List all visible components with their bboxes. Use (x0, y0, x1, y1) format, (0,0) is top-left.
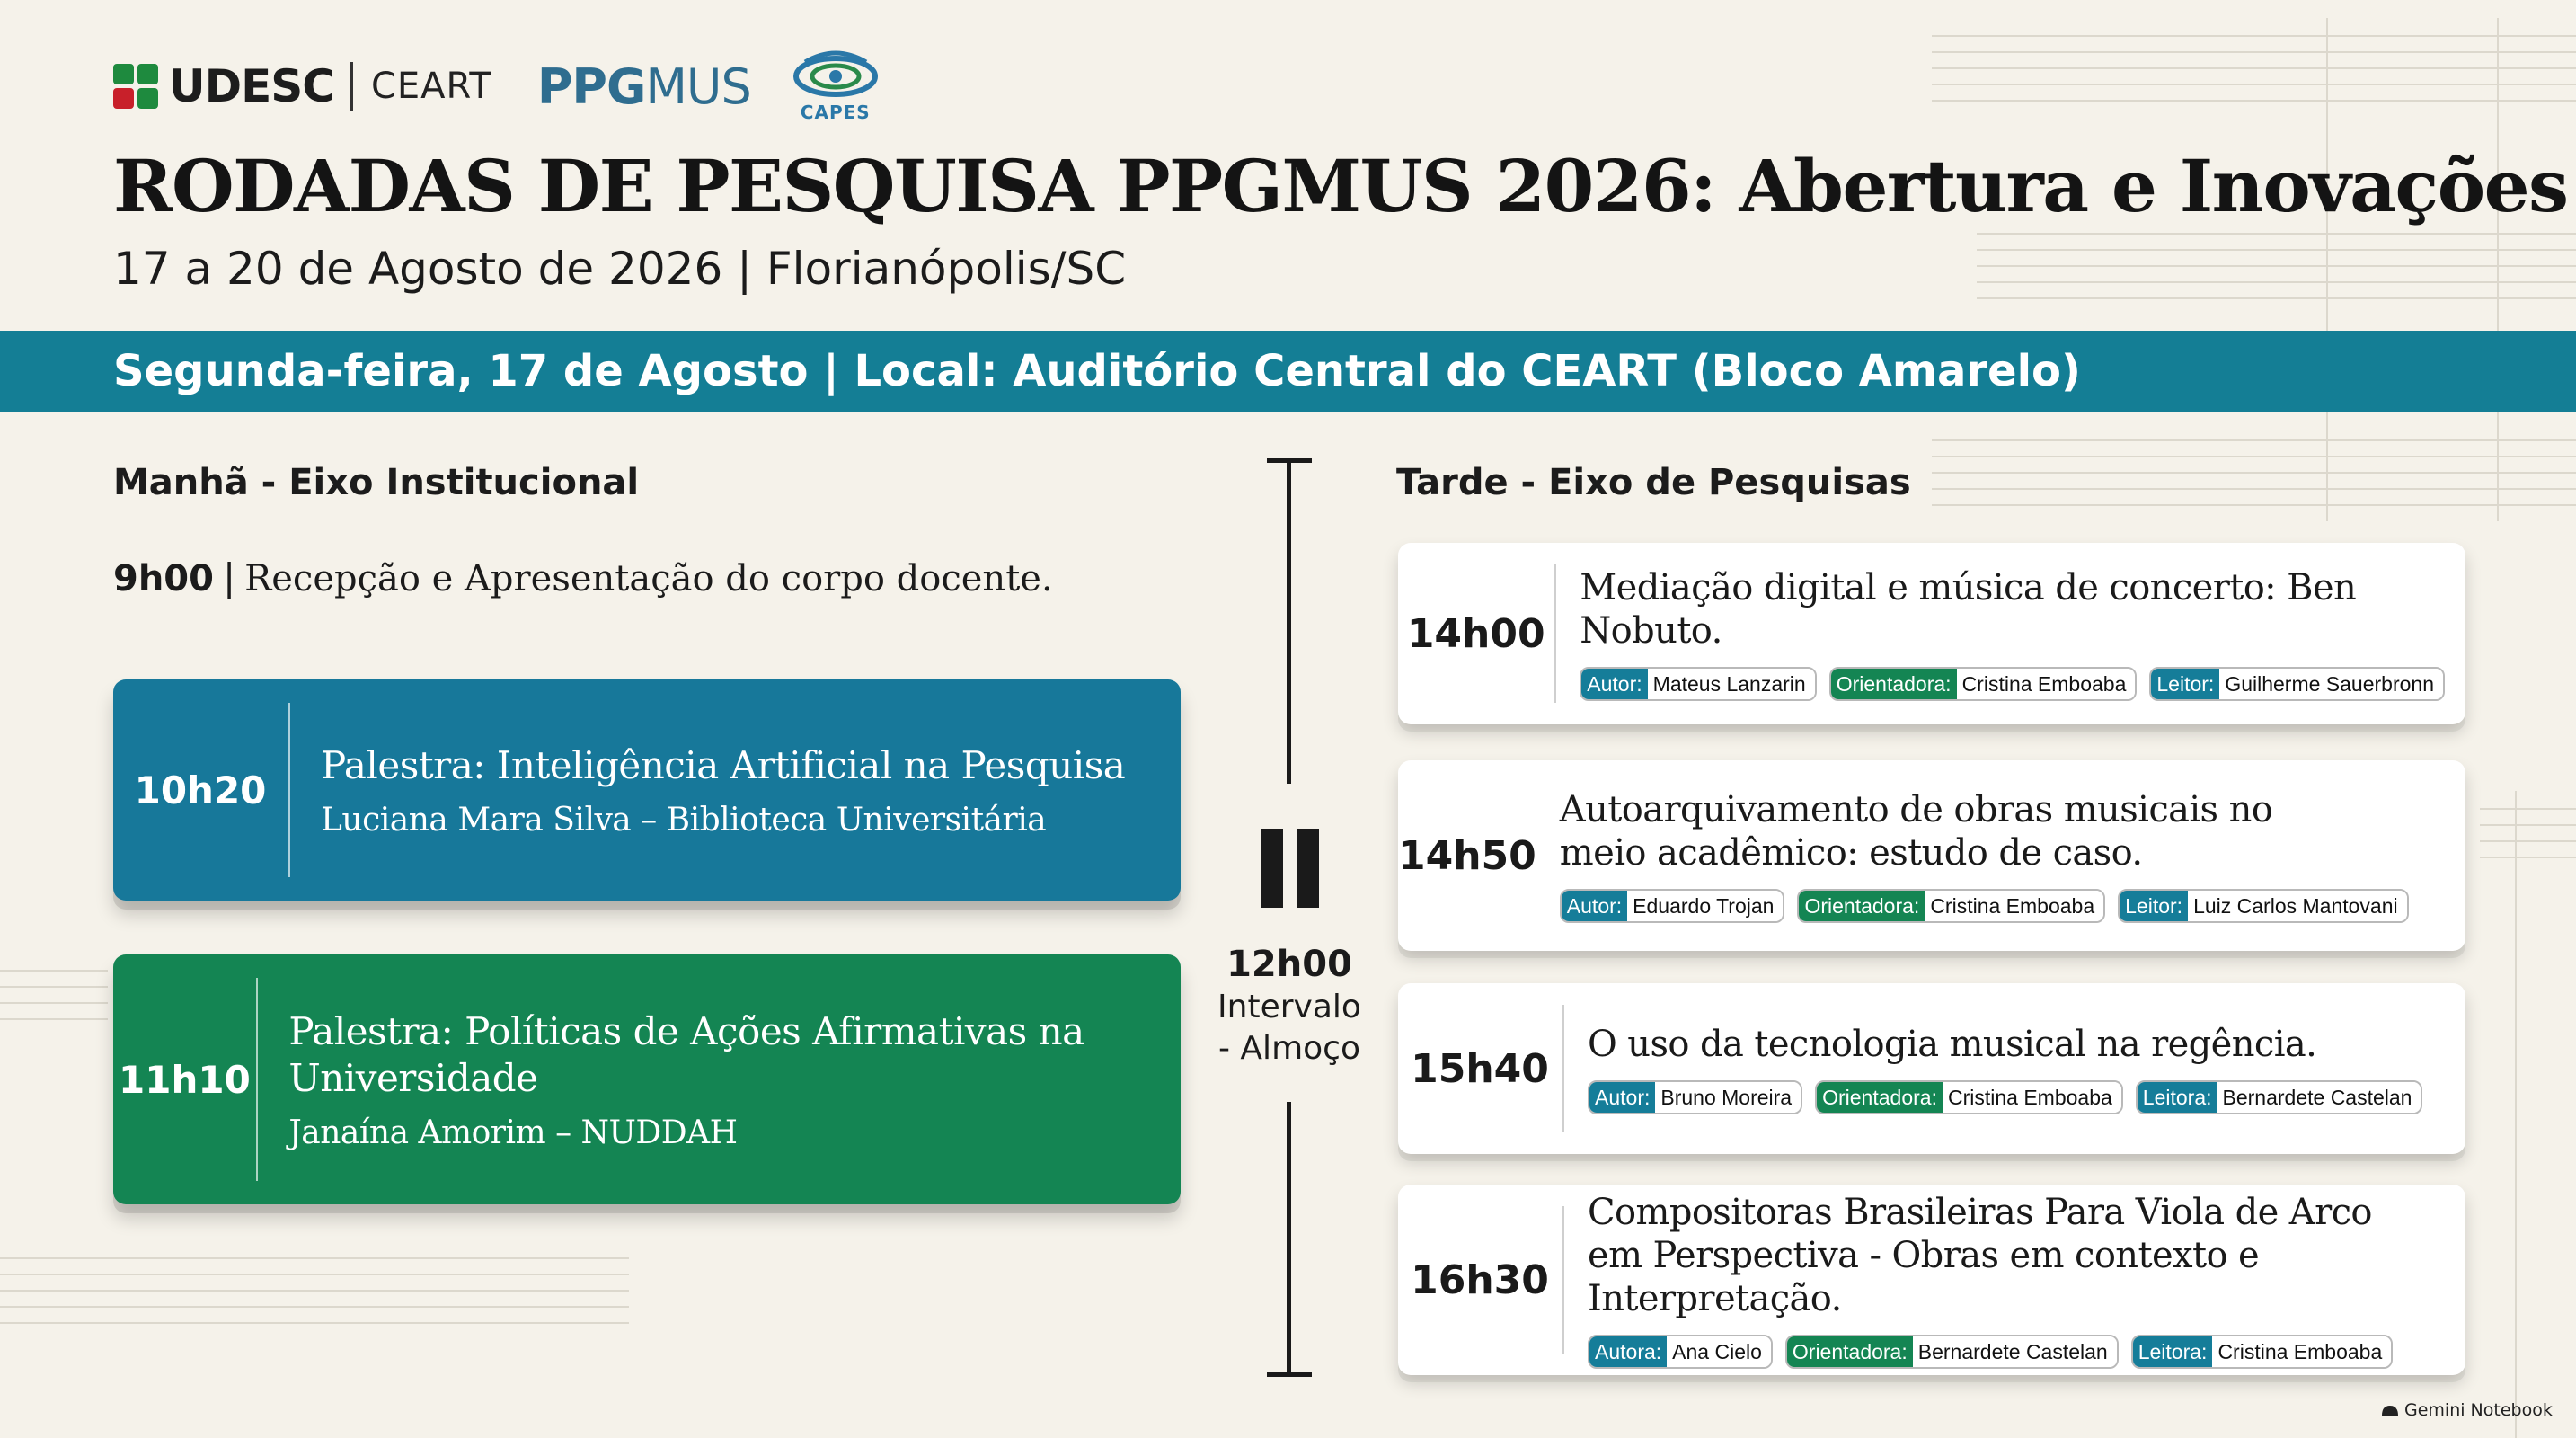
session-time: 15h40 (1411, 1045, 1549, 1092)
tag-key: Orientadora: (1787, 1336, 1913, 1367)
session-title: Autoarquivamento de obras musicais no meio acadêmico: estudo de caso. (1559, 789, 2273, 874)
talk-card-ai (113, 679, 1181, 901)
interval-time: 12h00 (1226, 944, 1352, 985)
tag-key: Autor: (1562, 891, 1627, 921)
talk-time: 10h20 (134, 768, 267, 812)
interval-block (1195, 942, 1384, 1070)
session-title: Mediação digital e música de concerto: Ben Nobuto. (1580, 567, 2357, 652)
session-body (1536, 788, 2475, 923)
tag-value: Ana Cielo (1667, 1336, 1771, 1367)
logo-bar (113, 41, 879, 131)
tag-value: Bernardete Castelan (2217, 1082, 2421, 1113)
advisor-tag (1785, 1335, 2119, 1369)
afternoon-section-label: Tarde - Eixo de Pesquisas (1396, 462, 1911, 503)
tag-value: Cristina Emboaba (2212, 1336, 2391, 1367)
tag-value: Eduardo Trojan (1627, 891, 1783, 921)
tag-key: Leitor: (2151, 669, 2219, 699)
reader-tag (2149, 667, 2445, 701)
author-tag (1560, 889, 1785, 923)
tag-key: Orientadora: (1817, 1082, 1943, 1113)
advisor-tag (1815, 1080, 2123, 1114)
tag-key: Autor: (1581, 669, 1647, 699)
author-tag (1588, 1335, 1773, 1369)
interval-label-line1: Intervalo (1217, 989, 1361, 1025)
page-title: RODADAS DE PESQUISA PPGMUS 2026: Abertura e Inovações (113, 144, 2568, 228)
tag-key: Autor: (1589, 1082, 1655, 1113)
notebook-icon (2381, 1404, 2399, 1416)
event-date-location: 17 a 20 de Agosto de 2026 | Florianópolis/SC (113, 243, 1127, 295)
reception-time: 9h00 (113, 558, 214, 599)
morning-section-label: Manhã - Eixo Institucional (113, 462, 640, 503)
tag-value: Cristina Emboaba (1925, 891, 2103, 921)
udesc-wordmark: UDESC (169, 60, 334, 112)
tag-value: Cristina Emboaba (1943, 1082, 2121, 1113)
capes-logo (792, 49, 879, 123)
session-body (1556, 566, 2465, 701)
session-body (1564, 1023, 2435, 1114)
talk-body (258, 1008, 1181, 1151)
advisor-tag (1829, 667, 2138, 701)
reception-text: Recepção e Apresentação do corpo docente. (244, 558, 1053, 599)
session-card (1398, 1185, 2465, 1375)
tag-value: Bruno Moreira (1655, 1082, 1801, 1113)
reader-tag (2136, 1080, 2423, 1114)
ppgmus-logo-mus: MUS (645, 58, 751, 115)
session-time: 16h30 (1411, 1256, 1549, 1303)
session-card (1398, 983, 2465, 1154)
session-tags (1588, 1080, 2435, 1114)
tag-value: Mateus Lanzarin (1648, 669, 1815, 699)
timeline-bottom-cap (1267, 1372, 1312, 1377)
day-location-band: Segunda-feira, 17 de Agosto | Local: Auditório Central do CEART (Bloco Amarelo) (0, 331, 2576, 412)
author-tag (1580, 667, 1816, 701)
session-title: Compositoras Brasileiras Para Viola de Arco em Perspectiva - Obras em contexto e Interpretação. (1588, 1192, 2372, 1319)
watermark-text: Gemini Notebook (2404, 1400, 2553, 1420)
tag-key: Autora: (1589, 1336, 1667, 1367)
talk-body (290, 742, 1152, 839)
reception-separator: | (222, 555, 236, 599)
logo-separator (350, 62, 353, 111)
interval-label-line2: - Almoço (1218, 1030, 1360, 1067)
tag-key: Leitor: (2120, 891, 2188, 921)
author-tag (1588, 1080, 1802, 1114)
tag-value: Luiz Carlos Mantovani (2188, 891, 2407, 921)
tag-value: Guilherme Sauerbronn (2219, 669, 2443, 699)
tag-value: Cristina Emboaba (1957, 669, 2136, 699)
tag-key: Leitora: (2138, 1082, 2217, 1113)
reception-item (113, 555, 1053, 599)
pause-icon (1261, 829, 1319, 908)
session-time: 14h50 (1398, 832, 1536, 879)
session-tags (1580, 667, 2465, 701)
session-card (1398, 543, 2465, 724)
tag-value: Bernardete Castelan (1913, 1336, 2117, 1367)
ppgmus-logo-ppg: PPG (536, 58, 646, 115)
session-body (1564, 1191, 2405, 1369)
capes-wordmark: CAPES (800, 102, 871, 123)
ceart-wordmark: CEART (370, 66, 492, 107)
udesc-logo (113, 60, 334, 112)
gemini-watermark (2381, 1400, 2553, 1420)
talk-title: Palestra: Políticas de Ações Afirmativas na Universidade (288, 1008, 1084, 1100)
ppgmus-logo (537, 58, 751, 115)
capes-emblem-icon (792, 49, 879, 100)
reader-tag (2118, 889, 2409, 923)
session-time: 14h00 (1406, 610, 1545, 657)
session-tags (1588, 1335, 2405, 1369)
session-card (1398, 760, 2465, 951)
talk-speaker: Janaína Amorim – NUDDAH (288, 1114, 738, 1151)
talk-card-affirmative-actions (113, 954, 1181, 1204)
session-tags (1560, 889, 2421, 923)
timeline-line-lower (1287, 1102, 1291, 1377)
tag-key: Leitora: (2133, 1336, 2213, 1367)
talk-title: Palestra: Inteligência Artificial na Pesquisa (321, 742, 1126, 787)
tag-key: Orientadora: (1799, 891, 1925, 921)
udesc-mark-icon (113, 64, 158, 109)
reader-tag (2131, 1335, 2394, 1369)
tag-key: Orientadora: (1831, 669, 1957, 699)
talk-speaker: Luciana Mara Silva – Biblioteca Universitária (321, 801, 1047, 839)
advisor-tag (1797, 889, 2105, 923)
session-title: O uso da tecnologia musical na regência. (1588, 1024, 2317, 1065)
timeline-line-upper (1287, 458, 1291, 784)
talk-time: 11h10 (119, 1057, 251, 1102)
